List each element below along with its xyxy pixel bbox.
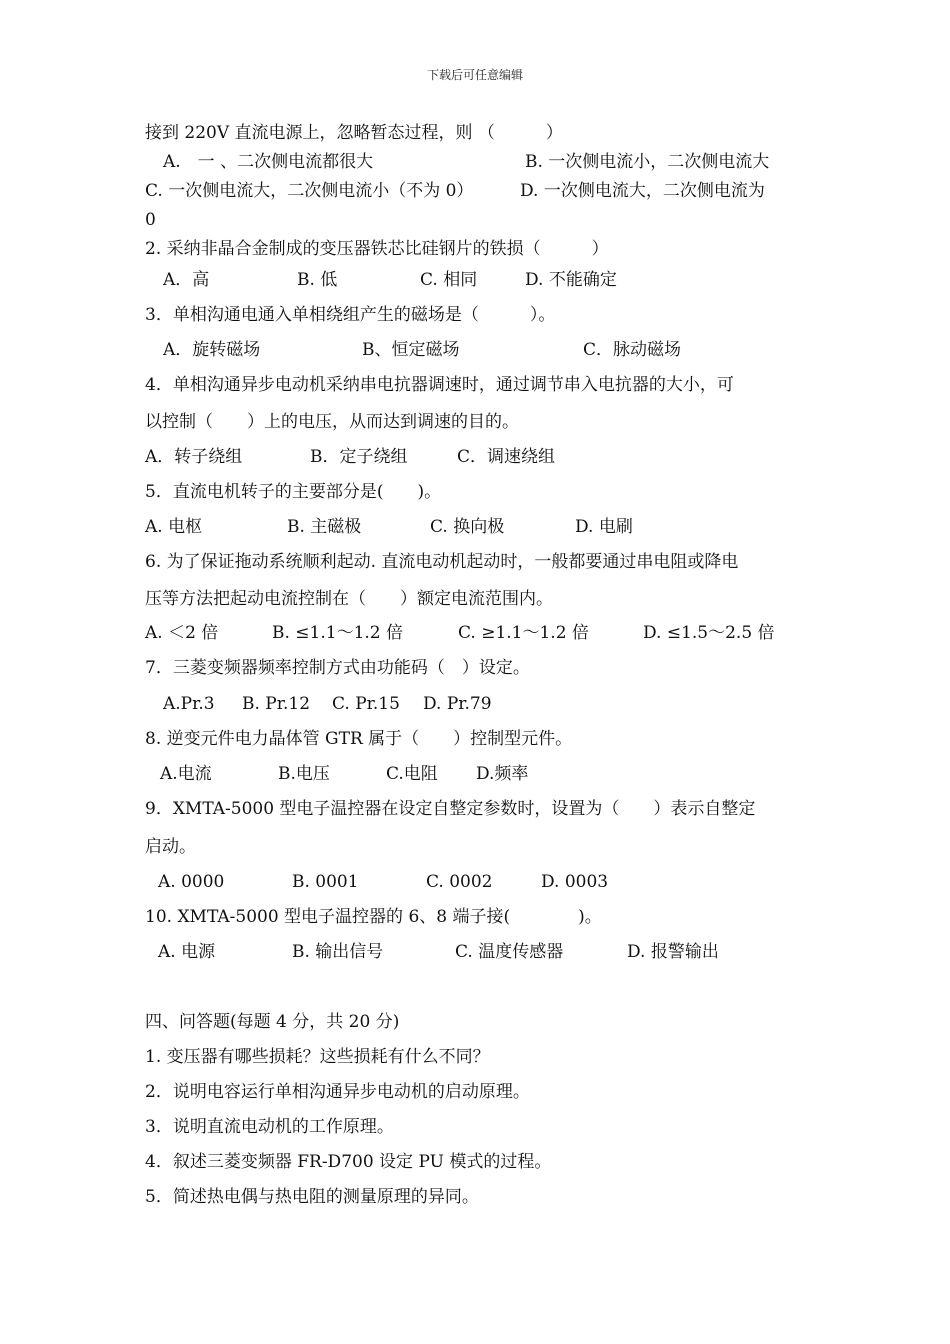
- q5-option-a: A. 电枢: [145, 517, 203, 537]
- q8-stem: 8. 逆变元件电力晶体管 GTR 属于（ ）控制型元件。: [145, 729, 573, 749]
- q3-stem: 3．单相沟通电通入单相绕组产生的磁场是（ ）。: [145, 305, 556, 325]
- q5-option-c: C. 换向极: [430, 517, 505, 537]
- q4-stem-line1: 4．单相沟通异步电动机采纳串电抗器调速时，通过调节串入电抗器的大小，可: [145, 375, 734, 395]
- q8-option-c: C.电阻: [386, 764, 438, 784]
- q8-option-d: D.频率: [476, 764, 529, 784]
- q5-stem: 5．直流电机转子的主要部分是( )。: [145, 482, 442, 502]
- q9-option-b: B. 0001: [292, 872, 359, 892]
- q7-stem: 7．三菱变频器频率控制方式由功能码（ ）设定。: [145, 658, 530, 678]
- q10-option-a: A. 电源: [158, 942, 216, 962]
- q1-stem: 接到 220V 直流电源上，忽略暂态过程，则 （ ）: [145, 123, 563, 143]
- q7-option-c: C. Pr.15: [332, 694, 400, 714]
- q2-option-d: D. 不能确定: [525, 270, 617, 290]
- q3-option-a: A．旋转磁场: [163, 340, 261, 360]
- q2-option-b: B. 低: [297, 270, 338, 290]
- q6-option-b: B. ≤1.1～1.2 倍: [272, 623, 404, 643]
- q6-stem-line1: 6. 为了保证拖动系统顺利起动. 直流电动机起动时，一般都要通过串电阻或降电: [145, 552, 739, 572]
- q2-option-c: C. 相同: [420, 270, 478, 290]
- q3-option-b: B、恒定磁场: [362, 340, 460, 360]
- q4-option-a: A．转子绕组: [145, 447, 243, 467]
- q5-option-b: B. 主磁极: [287, 517, 362, 537]
- q6-stem-line2: 压等方法把起动电流控制在（ ）额定电流范围内。: [145, 589, 553, 609]
- q9-option-d: D. 0003: [541, 872, 609, 892]
- q1-option-d-cont: 0: [145, 210, 156, 230]
- q10-option-d: D. 报警输出: [627, 942, 719, 962]
- q2-stem: 2. 采纳非晶合金制成的变压器铁芯比硅钢片的铁损（ ）: [145, 239, 609, 259]
- q1-option-d: D. 一次侧电流大，二次侧电流为: [520, 181, 765, 201]
- q10-option-c: C. 温度传感器: [455, 942, 564, 962]
- q3-option-c: C．脉动磁场: [583, 340, 682, 360]
- q10-option-b: B. 输出信号: [292, 942, 384, 962]
- section4-q4: 4．叙述三菱变频器 FR-D700 设定 PU 模式的过程。: [145, 1152, 552, 1172]
- q7-option-b: B. Pr.12: [242, 694, 311, 714]
- q8-option-a: A.电流: [160, 764, 212, 784]
- page-header: 下载后可任意编辑: [426, 68, 523, 82]
- q1-option-a: A. 一 、二次侧电流都很大: [163, 152, 374, 172]
- q7-option-d: D. Pr.79: [423, 694, 492, 714]
- q9-option-a: A. 0000: [158, 872, 225, 892]
- q9-stem-line2: 启动。: [145, 837, 196, 857]
- q6-option-a: A. ＜2 倍: [145, 623, 219, 643]
- q9-option-c: C. 0002: [426, 872, 493, 892]
- q4-option-b: B．定子绕组: [310, 447, 408, 467]
- q2-option-a: A．高: [163, 270, 210, 290]
- section4-q2: 2．说明电容运行单相沟通异步电动机的启动原理。: [145, 1082, 530, 1102]
- q5-option-d: D. 电刷: [575, 517, 633, 537]
- q4-option-c: C．调速绕组: [457, 447, 556, 467]
- q7-option-a: A.Pr.3: [163, 694, 215, 714]
- q1-option-c: C. 一次侧电流大，二次侧电流小（不为 0）: [145, 181, 474, 201]
- section4-q5: 5．简述热电偶与热电阻的测量原理的异同。: [145, 1187, 479, 1207]
- q6-option-c: C. ≥1.1～1.2 倍: [458, 623, 589, 643]
- q1-option-b: B. 一次侧电流小，二次侧电流大: [525, 152, 770, 172]
- section4-title: 四、问答题(每题 4 分，共 20 分): [145, 1012, 400, 1032]
- section4-q1: 1. 变压器有哪些损耗？这些损耗有什么不同？: [145, 1047, 490, 1067]
- q4-stem-line2: 以控制（ ）上的电压，从而达到调速的目的。: [145, 412, 519, 432]
- q8-option-b: B.电压: [278, 764, 330, 784]
- section4-q3: 3．说明直流电动机的工作原理。: [145, 1117, 394, 1137]
- q10-stem: 10. XMTA-5000 型电子温控器的 6、8 端子接( )。: [145, 907, 602, 927]
- q9-stem-line1: 9．XMTA-5000 型电子温控器在设定自整定参数时，设置为（ ）表示自整定: [145, 799, 756, 819]
- q6-option-d: D. ≤1.5～2.5 倍: [643, 623, 775, 643]
